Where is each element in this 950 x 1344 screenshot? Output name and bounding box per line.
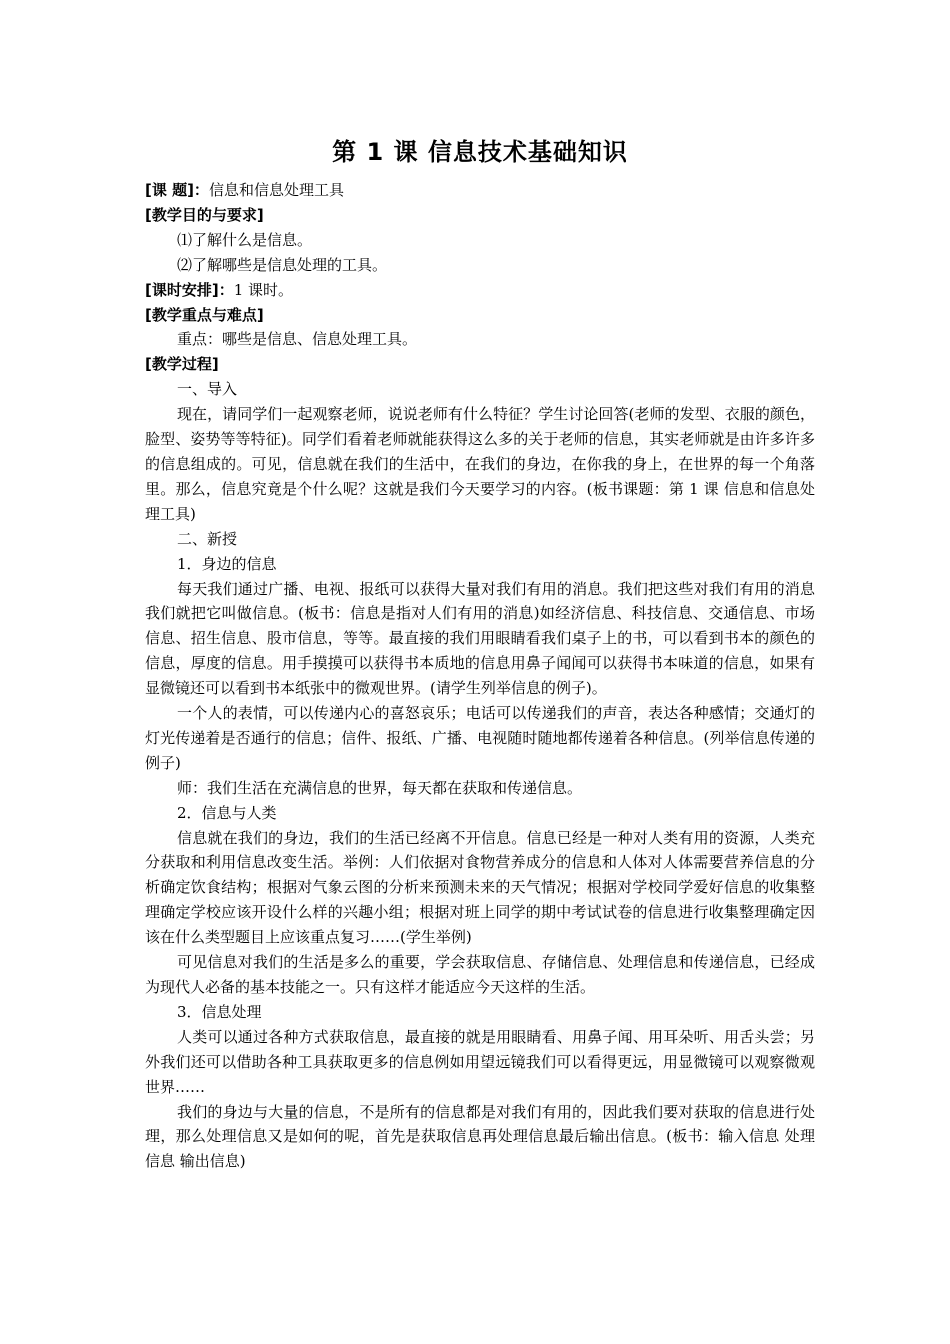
- subsection-3-paragraph-1: 人类可以通过各种方式获取信息，最直接的就是用眼睛看、用鼻子闻、用耳朵听、用舌头尝；另外我们还可以借助各种工具获取更多的信息例如用望远镜我们可以看得更远，用显微镜可以观察微观世界……: [145, 1027, 815, 1096]
- page-title: 第 1 课 信息技术基础知识: [332, 138, 628, 166]
- subsection-1-paragraph-2: 一个人的表情，可以传递内心的喜怒哀乐；电话可以传递我们的声音，表达各种感情；交通灯的灯光传递着是否通行的信息；信件、报纸、广播、电视随时随地都传递着各种信息。(列举信息传递的例子): [145, 704, 815, 772]
- subsection-2-paragraph-2: 可见信息对我们的生活是多么的重要，学会获取信息、存储信息、处理信息和传递信息，已经成为现代人必备的基本技能之一。只有这样才能适应今天这样的生活。: [145, 953, 815, 996]
- schedule-row: [145, 278, 815, 303]
- section-new-heading: 二、新授: [177, 529, 238, 548]
- lesson-label: [课 题]：: [145, 181, 209, 199]
- subsection-1-heading: 1．身边的信息: [177, 554, 277, 573]
- lesson-row: [145, 178, 815, 203]
- keypoints-text: 重点：哪些是信息、信息处理工具。: [177, 330, 418, 349]
- lesson-value: 信息和信息处理工具: [208, 181, 344, 199]
- keypoints-heading: [教学重点与难点]: [145, 305, 264, 324]
- process-heading: [教学过程]: [145, 355, 219, 374]
- schedule-value: 1 课时。: [233, 280, 294, 299]
- objective-item-2: ⑵了解哪些是信息处理的工具。: [177, 255, 388, 274]
- subsection-3-heading: 3．信息处理: [177, 1002, 262, 1021]
- schedule-label: [课时安排]：: [145, 280, 234, 299]
- subsection-2-heading: 2．信息与人类: [177, 803, 277, 822]
- subsection-2-paragraph-1: 信息就在我们的身边，我们的生活已经离不开信息。信息已经是一种对人类有用的资源，人类充分获取和利用信息改变生活。举例：人们依据对食物营养成分的信息和人体对人体需要营养信息的分析确定饮食结构；根据对气象云图的分析来预测未来的天气情况；根据对学校同学爱好信息的收集整理确定学校应该开设什么样的兴趣小组；根据对班上同学的期中考试试卷的信息进行收集整理确定因该在什么类型题目上应该重点复习……(学生举例): [145, 828, 815, 947]
- subsection-1-paragraph-1: 每天我们通过广播、电视、报纸可以获得大量对我们有用的消息。我们把这些对我们有用的消息我们就把它叫做信息。(板书：信息是指对人们有用的消息)如经济信息、科技信息、交通信息、市场信息、招生信息、股市信息，等等。最直接的我们用眼睛看我们桌子上的书，可以看到书本的颜色的信息，厚度的信息。用手摸摸可以获得书本质地的信息用鼻子闻闻可以获得书本味道的信息，如果有显微镜还可以看到书本纸张中的微观世界。(请学生列举信息的例子)。: [145, 579, 815, 698]
- document-page: [145, 132, 815, 1174]
- subsection-1-paragraph-3: 师：我们生活在充满信息的世界，每天都在获取和传递信息。: [177, 778, 583, 797]
- intro-paragraph: 现在，请同学们一起观察老师，说说老师有什么特征？学生讨论回答(老师的发型、衣服的颜色，脸型、姿势等等特征)。同学们看着老师就能获得这么多的关于老师的信息，其实老师就是由许多许多的信息组成的。可见，信息就在我们的生活中，在我们的身边，在你我的身上，在世界的每一个角落里。那么，信息究竟是个什么呢？这就是我们今天要学习的内容。(板书课题：第 1 课 信息和信息处理工具): [145, 405, 815, 523]
- objective-item-1: ⑴了解什么是信息。: [177, 230, 313, 249]
- section-intro-heading: 一、导入: [177, 380, 238, 399]
- subsection-3-paragraph-2: 我们的身边与大量的信息，不是所有的信息都是对我们有用的，因此我们要对获取的信息进行处理，那么处理信息又是如何的呢，首先是获取信息再处理信息最后输出信息。(板书：输入信息 处理信息 输出信息): [145, 1102, 815, 1171]
- objectives-heading: [教学目的与要求]: [145, 205, 264, 224]
